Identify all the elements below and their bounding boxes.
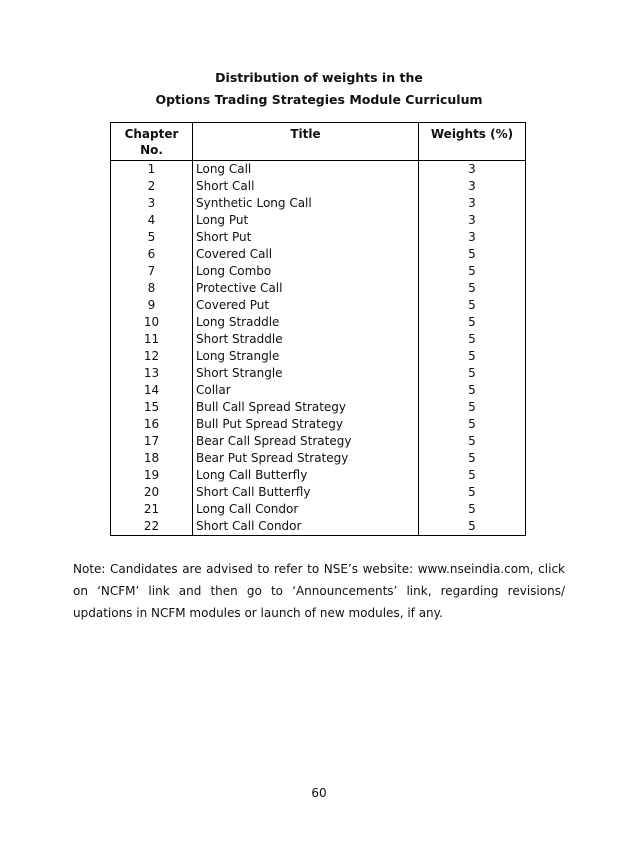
- chapter-number-cell: 18: [111, 450, 193, 467]
- table-row: [111, 178, 526, 195]
- title-cell: Bear Put Spread Strategy: [193, 450, 419, 467]
- table-row: [111, 246, 526, 263]
- table-row: [111, 484, 526, 501]
- document-heading-line-2: Options Trading Strategies Module Curriculum: [155, 92, 483, 107]
- title-cell: Synthetic Long Call: [193, 195, 419, 212]
- title-cell: Bull Put Spread Strategy: [193, 416, 419, 433]
- table-row: [111, 382, 526, 399]
- weight-cell: 5: [419, 382, 526, 399]
- title-cell: Short Straddle: [193, 331, 419, 348]
- weight-cell: 5: [419, 484, 526, 501]
- chapter-number-cell: 15: [111, 399, 193, 416]
- title-cell: Protective Call: [193, 280, 419, 297]
- table-row: [111, 280, 526, 297]
- weight-cell: 5: [419, 416, 526, 433]
- title-cell: Short Strangle: [193, 365, 419, 382]
- chapter-number-cell: 6: [111, 246, 193, 263]
- chapter-number-cell: 5: [111, 229, 193, 246]
- table-row: [111, 365, 526, 382]
- table-row: [111, 399, 526, 416]
- weight-cell: 3: [419, 178, 526, 195]
- table-row: [111, 450, 526, 467]
- title-cell: Long Call Butterfly: [193, 467, 419, 484]
- table-row: [111, 433, 526, 450]
- title-cell: Long Put: [193, 212, 419, 229]
- weights-table: [110, 122, 526, 536]
- title-cell: Long Strangle: [193, 348, 419, 365]
- table-row: [111, 297, 526, 314]
- chapter-number-cell: 11: [111, 331, 193, 348]
- title-cell: Long Combo: [193, 263, 419, 280]
- chapter-number-cell: 21: [111, 501, 193, 518]
- weight-cell: 3: [419, 212, 526, 229]
- chapter-number-cell: 20: [111, 484, 193, 501]
- note-paragraph: Note: Candidates are advised to refer to NSE’s website: www.nseindia.com, click on ‘NCFM’ link and then go to ‘Announcements’ link, regarding revisions/ updations in NCFM modules or launch of new modules, if any.: [73, 562, 565, 620]
- table-row: [111, 501, 526, 518]
- chapter-number-cell: 3: [111, 195, 193, 212]
- table-row: [111, 314, 526, 331]
- title-cell: Bear Call Spread Strategy: [193, 433, 419, 450]
- title-cell: Short Put: [193, 229, 419, 246]
- table-row: [111, 229, 526, 246]
- weight-cell: 5: [419, 263, 526, 280]
- weight-cell: 5: [419, 467, 526, 484]
- chapter-number-cell: 9: [111, 297, 193, 314]
- table-row: [111, 263, 526, 280]
- chapter-number-cell: 4: [111, 212, 193, 229]
- title-cell: Long Straddle: [193, 314, 419, 331]
- table-body: [111, 161, 526, 536]
- weight-cell: 5: [419, 518, 526, 536]
- weight-cell: 5: [419, 297, 526, 314]
- header-chapter-no: Chapter No.: [111, 123, 193, 161]
- weight-cell: 5: [419, 314, 526, 331]
- chapter-number-cell: 13: [111, 365, 193, 382]
- title-cell: Long Call: [193, 161, 419, 179]
- weight-cell: 5: [419, 348, 526, 365]
- table-row: [111, 416, 526, 433]
- title-cell: Short Call: [193, 178, 419, 195]
- chapter-number-cell: 16: [111, 416, 193, 433]
- weight-cell: 5: [419, 433, 526, 450]
- title-cell: Short Call Butterfly: [193, 484, 419, 501]
- table-row: [111, 467, 526, 484]
- title-cell: Collar: [193, 382, 419, 399]
- weight-cell: 3: [419, 161, 526, 179]
- table-row: [111, 212, 526, 229]
- chapter-number-cell: 19: [111, 467, 193, 484]
- weight-cell: 3: [419, 229, 526, 246]
- chapter-number-cell: 1: [111, 161, 193, 179]
- header-weights: Weights (%): [419, 123, 526, 161]
- weight-cell: 5: [419, 399, 526, 416]
- weight-cell: 5: [419, 331, 526, 348]
- table-row: [111, 348, 526, 365]
- header-title: Title: [193, 123, 419, 161]
- chapter-number-cell: 10: [111, 314, 193, 331]
- table-row: [111, 195, 526, 212]
- table-header-row: [111, 123, 526, 161]
- weight-cell: 5: [419, 501, 526, 518]
- weight-cell: 5: [419, 450, 526, 467]
- chapter-number-cell: 8: [111, 280, 193, 297]
- chapter-number-cell: 2: [111, 178, 193, 195]
- page-number: 60: [311, 786, 327, 800]
- weight-cell: 5: [419, 246, 526, 263]
- chapter-number-cell: 17: [111, 433, 193, 450]
- title-cell: Covered Put: [193, 297, 419, 314]
- title-cell: Covered Call: [193, 246, 419, 263]
- document-heading-line-1: Distribution of weights in the: [215, 70, 423, 85]
- weight-cell: 5: [419, 365, 526, 382]
- chapter-number-cell: 12: [111, 348, 193, 365]
- table-row: [111, 161, 526, 179]
- chapter-number-cell: 14: [111, 382, 193, 399]
- chapter-number-cell: 7: [111, 263, 193, 280]
- table-row: [111, 518, 526, 536]
- weight-cell: 5: [419, 280, 526, 297]
- chapter-number-cell: 22: [111, 518, 193, 536]
- table-row: [111, 331, 526, 348]
- title-cell: Long Call Condor: [193, 501, 419, 518]
- title-cell: Short Call Condor: [193, 518, 419, 536]
- weight-cell: 3: [419, 195, 526, 212]
- title-cell: Bull Call Spread Strategy: [193, 399, 419, 416]
